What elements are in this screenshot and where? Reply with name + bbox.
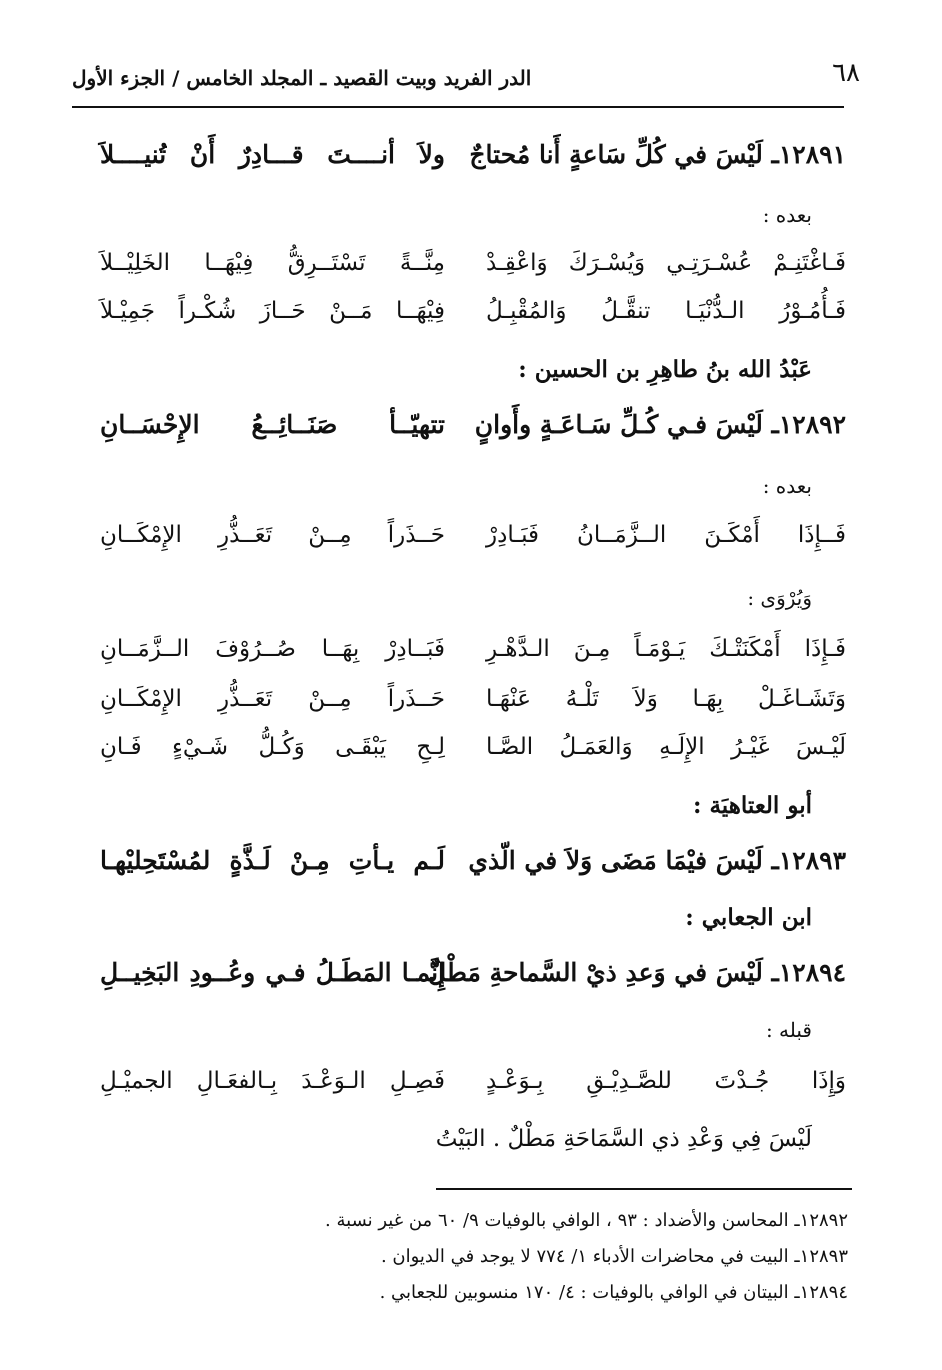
verse-12894 (100, 958, 846, 1004)
header-rule (72, 106, 844, 108)
footnote: ١٢٨٩٢ـ المحاسن والأضداد : ٩٣ ، الوافي بالوفيات ٩/ ٦٠ من غير نسبة . (325, 1210, 848, 1231)
hemistich-2: حَــذَراً مِــنْ تَعَــذُّرِ الإِمْكَــانِ (100, 686, 445, 712)
footnote-rule (436, 1188, 852, 1190)
verse-12893 (100, 846, 846, 892)
hemistich-1: فَـإِذَا أَمْكَنَتْـكَ يَـوْمَـاً مِـنَ الـدَّهْـرِ (486, 636, 846, 662)
hemistich-1: فَــإِذَا أَمْكَـنَ الــزَّمَــانُ فَبَـادِرْ (486, 522, 846, 548)
hemistich-2: حَــذَراً مِــنْ تَعَــذُّرِ الإِمْكَــانِ (100, 522, 445, 548)
page-number: ٦٨ (832, 58, 860, 88)
hemistich-1: ١٢٨٩٤ـ لَيْسَ في وَعدِ ذيْ السَّماحةِ مَطْلٌ (428, 958, 846, 987)
hemistich-2: لِـحِ يَبْقَـى وَكُـلُّ شَـيْءٍ فَـانِ (100, 734, 445, 760)
poet-name: ابن الجعابي : (685, 904, 812, 931)
hemistich-2: مِنَّــةً تَسْتَــرِقُّ فِيْهَــا الخَلِيْــلاَ (100, 250, 445, 276)
hemistich-1: لَيْـسَ غَيْـرُ الإِلَـهِ وَالعَمَـلُ الصَّـا (486, 734, 846, 760)
hemistich-1: فَـاغْتَنِـمْ عُسْـرَتِـي وَيُسْـرَكَ وَاعْقِـدْ (486, 250, 846, 276)
verse-line (100, 298, 846, 344)
footnote: ١٢٨٩٣ـ البيت في محاضرات الأدباء ١/ ٧٧٤ لا يوجد في الديوان . (380, 1246, 848, 1267)
verse-line (100, 686, 846, 732)
verse-line (100, 636, 846, 682)
note-variant: وَيُرْوَى : (747, 586, 812, 610)
verse-line (100, 522, 846, 568)
verse-12892 (100, 410, 846, 456)
poet-name: عَبْدُ الله بنُ طاهِرِ بن الحسين : (518, 356, 812, 383)
hemistich-1: ١٢٨٩٣ـ لَيْسَ فيْمَا مَضَى وَلاَ في الّذي (468, 846, 846, 875)
note-after: بعده : (762, 474, 812, 498)
hemistich-2: فَبَــادِرْ بِهَــا صُــرُوْفَ الــزَّمَــانِ (100, 636, 445, 662)
verse-line (100, 1068, 846, 1114)
hemistich-1: وَتَشَـاغَـلْ بِهَـا وَلاَ تَلْـهُ عَنْهَـا (486, 686, 846, 712)
hemistich-2: فِيْهَــا مَــنْ حَــازَ شُكْـراً جَمِيْـلاَ (100, 298, 445, 324)
hemistich-1: ١٢٨٩١ـ لَيْسَ في كُلِّ سَاعةٍ أَنا مُحتاجٌ (469, 140, 846, 169)
page-header (72, 58, 870, 98)
hemistich-2: لَـم يـأتِ مِـنْ لَـذَّةٍ لمُسْتَحِليْهـا (100, 846, 445, 875)
hemistich-1: ١٢٨٩٢ـ لَيْسَ فـي كُـلِّ سَـاعَـةٍ وأَوانٍ (474, 410, 846, 439)
footnote: ١٢٨٩٤ـ البيتان في الوافي بالوفيات : ٤/ ١٧٠ منسوبين للجعابي . (379, 1282, 848, 1303)
hemistich-2: فَصِـلِ الـوَعْـدَ بِـالفعَـالِ الجميْـلِ (100, 1068, 445, 1094)
verse-line (100, 250, 846, 296)
verse-line (100, 734, 846, 780)
hemistich-2: ولاَ أنــــتَ قـــادِرٌ أَنْ تُنيــــلاَ (100, 140, 445, 169)
hemistich-1: وَإِذَا جُـدْتَ للصَّـدِيْـقِ بِـوَعْـدٍ (486, 1068, 846, 1094)
verse-12891 (100, 140, 846, 186)
running-title: الدر الفريد وبيت القصيد ـ المجلد الخامس / الجزء الأول (72, 66, 532, 90)
hemistich-1: فَـأُمُـوْرُ الـدُّنْيَـا تنقَّـلُ وَالمُقْبِـلُ (486, 298, 846, 324)
note-after: بعده : (762, 203, 812, 227)
poet-name: أبو العتاهيَة : (692, 792, 812, 819)
hemistich-2: إِنَّمـا المَطَـلُ فـي وعُــودِ البَخِيــلِ (100, 958, 445, 987)
note-before: قبله : (765, 1018, 812, 1042)
verse-quote: لَيْسَ فِي وَعْدِ ذي السَّمَاحَةِ مَطْلٌ . البَيْتُ (435, 1126, 812, 1152)
hemistich-2: تتهيّــأ صَنَــائِــعُ الإِحْسَــانِ (100, 410, 445, 439)
